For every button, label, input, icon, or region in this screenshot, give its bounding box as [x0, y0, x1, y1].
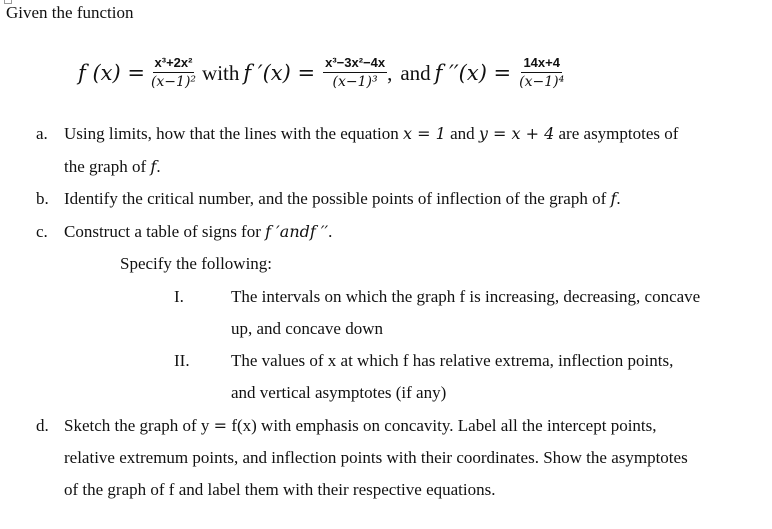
f-prime-denominator: (x−1)³: [332, 74, 378, 90]
f-double-prime-lhs: f ′′(x) =: [434, 61, 512, 85]
item-c-math1: f ′andf ′′: [265, 222, 329, 241]
item-c-i-label: I.: [174, 287, 184, 306]
item-b-label: b.: [36, 189, 49, 208]
item-c-text1: Construct a table of signs for: [64, 222, 261, 241]
item-a-text1: Using limits, how that the lines with the equation: [64, 124, 399, 143]
item-a-text4: the graph of: [64, 157, 147, 176]
f-prime-numerator: x³−3x²−4x: [323, 55, 387, 73]
item-b-line1: [64, 189, 621, 209]
item-b-text1: Identify the critical number, and the possible points of inflection of the graph of: [64, 189, 607, 208]
f-numerator: x³+2x²: [153, 55, 195, 73]
f-prime-fraction: [323, 55, 387, 91]
item-d-line1: [64, 416, 657, 436]
item-c-ii-line2: and vertical asymptotes (if any): [231, 383, 447, 402]
f-prime-lhs: f ′(x) =: [243, 61, 316, 85]
item-c-label: c.: [36, 222, 48, 241]
item-c-specify: Specify the following:: [120, 254, 273, 273]
f-denominator: (x−1)²: [150, 74, 197, 90]
f-fraction: [151, 55, 196, 91]
intro-text: Given the function: [6, 3, 134, 22]
item-c-text2: .: [328, 222, 333, 241]
with-word: with: [202, 60, 240, 85]
comma: ,: [387, 60, 393, 85]
f-double-prime-numerator: 14x+4: [521, 55, 562, 73]
function-definition-line: [78, 46, 564, 100]
item-d-label: d.: [36, 416, 49, 435]
item-c-line1: [64, 222, 332, 242]
item-c-i-line2: up, and concave down: [231, 319, 384, 338]
item-d-equals: =: [213, 416, 228, 435]
item-a-text3: are asymptotes of: [558, 124, 679, 143]
item-c-ii-line1: The values of x at which f has relative extrema, inflection points,: [231, 351, 674, 370]
item-b-text2: .: [616, 189, 621, 208]
item-c-ii-label: II.: [174, 351, 190, 370]
item-a-label: a.: [36, 124, 48, 143]
item-a-text5: .: [156, 157, 161, 176]
item-a-line2: [64, 157, 161, 177]
f-double-prime-fraction: [519, 55, 564, 91]
item-d-line2: relative extremum points, and inflection points with their coordinates. Show the asymptotes: [64, 448, 688, 467]
item-d-text1b: f(x) with emphasis on concavity. Label all the intercept points,: [231, 416, 657, 435]
f-double-prime-denominator: (x−1)⁴: [519, 74, 565, 90]
item-a-math3: f: [150, 157, 157, 176]
and-word: and: [400, 60, 431, 85]
item-d-line3: of the graph of f and label them with their respective equations.: [64, 480, 496, 499]
f-lhs: f (x) =: [78, 61, 145, 85]
item-d-text1a: Sketch the graph of y: [64, 416, 210, 435]
item-b-math1: f: [610, 189, 617, 208]
item-a-math1: x = 1: [403, 124, 446, 143]
item-a-text2: and: [450, 124, 475, 143]
item-a-line1: [64, 124, 678, 144]
item-a-math2: y = x + 4: [478, 124, 555, 143]
item-c-i-line1: The intervals on which the graph f is increasing, decreasing, concave: [231, 287, 701, 306]
